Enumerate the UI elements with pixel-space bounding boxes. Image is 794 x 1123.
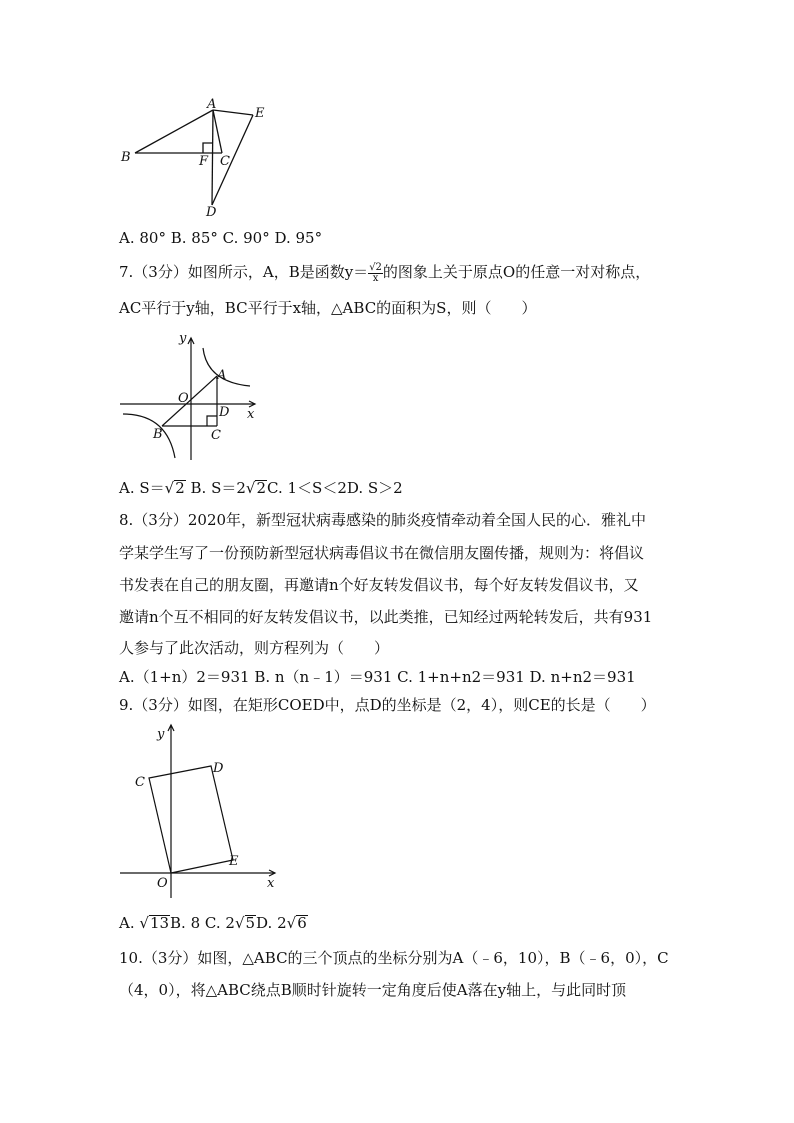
q7-stem-suffix: 的图象上关于原点O的任意一对对称点， bbox=[382, 263, 651, 281]
label-o: O bbox=[178, 391, 189, 406]
right-angle-mark bbox=[203, 143, 213, 153]
q8-line3: 书发表在自己的朋友圈，再邀请n个好友转发倡议书，每个好友转发倡议书，又 bbox=[119, 576, 639, 594]
q7-options bbox=[119, 478, 403, 498]
rectangle-coed bbox=[149, 766, 233, 873]
label-d: D bbox=[213, 761, 224, 776]
label-y: y bbox=[179, 331, 187, 346]
q7-stem-prefix: 7.（3分）如图所示，A，B是函数y＝ bbox=[119, 263, 369, 281]
q9-opt-d-radicand: 6 bbox=[297, 914, 307, 932]
q9-opt-b: B. 8 C. 2 bbox=[170, 914, 235, 932]
segment-ae bbox=[213, 110, 253, 115]
segment-ad bbox=[212, 110, 213, 205]
q7-fraction bbox=[368, 263, 383, 284]
q9-options bbox=[119, 913, 308, 933]
label-d: D bbox=[206, 205, 217, 220]
q8-line2: 学某学生写了一份预防新型冠状病毒倡议书在微信朋友圈传播，规则为：将倡议 bbox=[119, 544, 645, 562]
label-a: A bbox=[217, 368, 227, 383]
q7-stem-line2: AC平行于y轴，BC平行于x轴，△ABC的面积为S，则（ ） bbox=[119, 299, 537, 317]
q7-opt-b-prefix: B. S＝2 bbox=[185, 479, 246, 497]
sqrt-icon: √ bbox=[245, 479, 256, 497]
q9-opt-c-radicand: 5 bbox=[245, 914, 256, 932]
segment-ab bbox=[135, 110, 213, 153]
sqrt-icon: √ bbox=[286, 914, 297, 932]
sqrt-icon: √ bbox=[139, 914, 149, 932]
sqrt-icon: √ bbox=[164, 479, 175, 497]
label-c: C bbox=[220, 154, 230, 169]
q7-stem-line1 bbox=[119, 262, 650, 284]
q7-opt-b-radicand: 2 bbox=[256, 479, 267, 497]
label-b: B bbox=[121, 150, 131, 165]
label-a: A bbox=[207, 97, 217, 112]
curve-first-quadrant bbox=[203, 348, 250, 386]
q6-options: A. 80° B. 85° C. 90° D. 95° bbox=[119, 229, 323, 247]
q7-frac-den: x bbox=[372, 272, 379, 284]
segment-ab bbox=[162, 376, 217, 426]
label-b: B bbox=[153, 427, 163, 442]
label-d: D bbox=[219, 405, 230, 420]
right-angle-mark bbox=[207, 416, 217, 426]
segment-ac bbox=[213, 110, 222, 153]
q9-figure bbox=[115, 720, 285, 900]
q9-opt-d: D. 2 bbox=[256, 914, 287, 932]
q9-opt-a-prefix: A. bbox=[119, 914, 140, 932]
q9-stem: 9.（3分）如图，在矩形COED中，点D的坐标是（2，4），则CE的长是（ ） bbox=[119, 696, 656, 714]
q7-opt-a-prefix: A. S＝ bbox=[119, 479, 165, 497]
segment-ed bbox=[212, 115, 253, 205]
q8-line4: 邀请n个互不相同的好友转发倡议书，以此类推，已知经过两轮转发后，共有931 bbox=[119, 608, 653, 626]
label-o: O bbox=[157, 876, 168, 891]
label-y: y bbox=[157, 727, 165, 742]
q8-line1: 8.（3分）2020年，新型冠状病毒感染的肺炎疫情牵动着全国人民的心．雅礼中 bbox=[119, 511, 647, 529]
label-e: E bbox=[229, 854, 239, 869]
q8-line5: 人参与了此次活动，则方程列为（ ） bbox=[119, 639, 390, 657]
label-x: x bbox=[247, 407, 255, 422]
q7-figure bbox=[115, 330, 265, 460]
label-c: C bbox=[135, 775, 145, 790]
label-c: C bbox=[211, 428, 221, 443]
label-x: x bbox=[267, 876, 275, 891]
q7-frac-num: √2 bbox=[369, 261, 382, 273]
q9-opt-a-radicand: 13 bbox=[149, 914, 170, 932]
q8-options: A.（1+n）2＝931 B. n（n﹣1）＝931 C. 1+n+n2＝931 D. n+n2＝931 bbox=[119, 668, 636, 686]
label-f: F bbox=[199, 154, 209, 169]
q7-opt-rest: C. 1＜S＜2D. S＞2 bbox=[267, 479, 403, 497]
sqrt-icon: √ bbox=[234, 914, 245, 932]
q10-line1: 10.（3分）如图，△ABC的三个顶点的坐标分别为A（﹣6，10），B（﹣6，0），C bbox=[119, 949, 669, 967]
q10-line2: （4，0），将△ABC绕点B顺时针旋转一定角度后使A落在y轴上，与此同时顶 bbox=[119, 981, 627, 999]
q7-opt-a-radicand: 2 bbox=[175, 479, 185, 497]
q6-figure bbox=[115, 95, 275, 225]
label-e: E bbox=[255, 106, 265, 121]
